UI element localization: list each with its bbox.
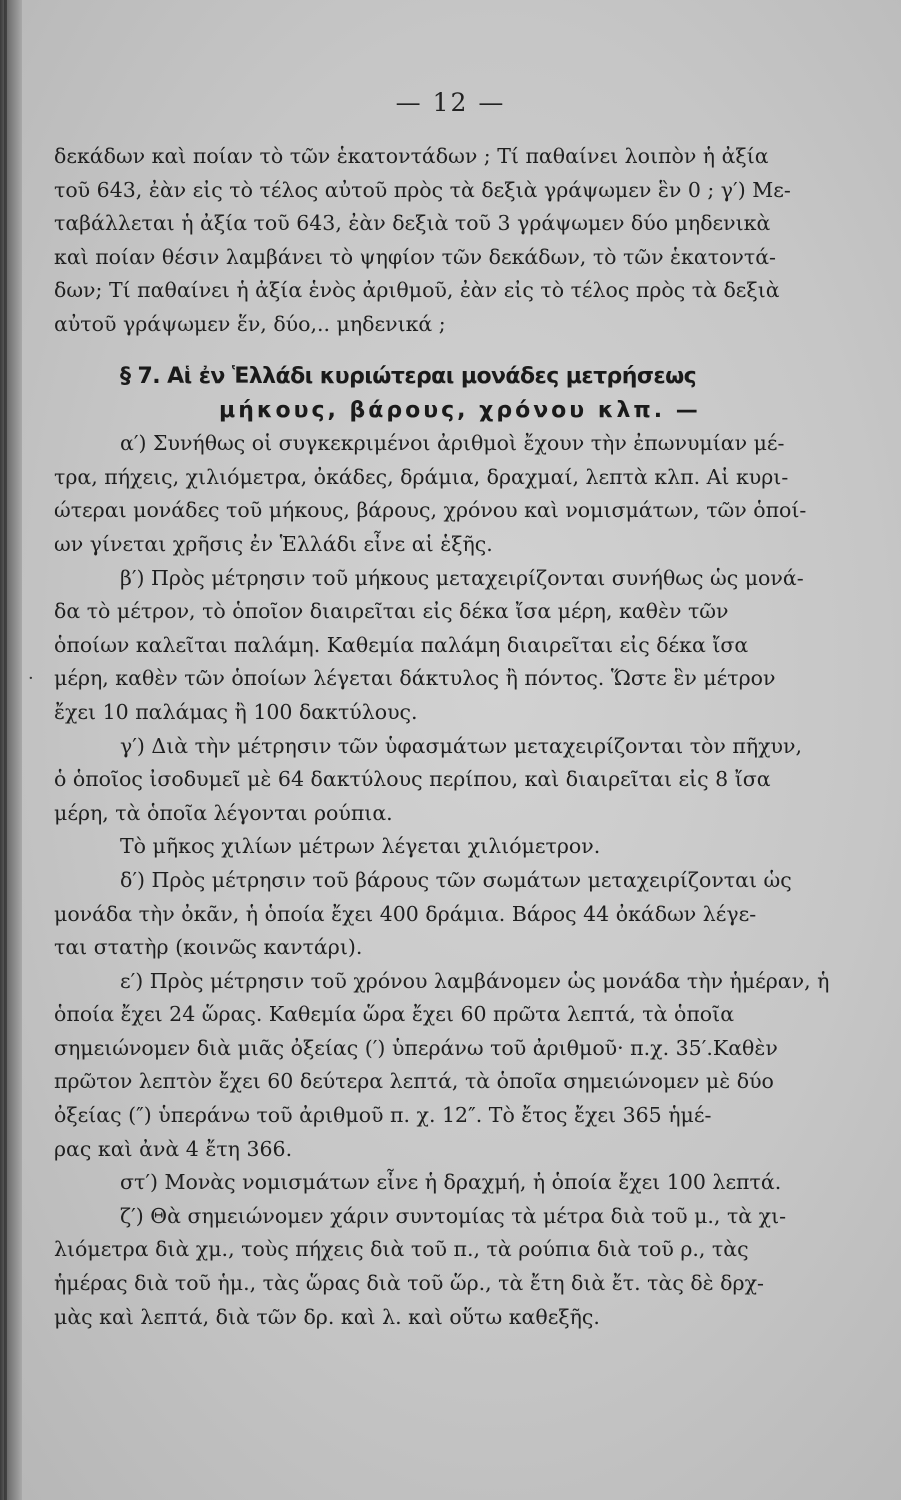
section-title: § 7. Αἱ ἐν Ἑλλάδι κυριώτεραι μονάδες μετρήσεως xyxy=(120,364,697,389)
section-7 xyxy=(54,360,834,1334)
text-line: δ′) Πρὸς μέτρησιν τοῦ βάρους τῶν σωμάτων μεταχειρίζονται ὡς xyxy=(120,867,792,892)
text-line: καὶ ποίαν θέσιν λαμβάνει τὸ ψηφίον τῶν δεκάδων, τὸ τῶν ἑκατοντά- xyxy=(54,244,776,269)
text-line: ται στατὴρ (κοινῶς καντάρι). xyxy=(54,935,363,960)
text-line: γ′) Διὰ τὴν μέτρησιν τῶν ὑφασμάτων μεταχειρίζονται τὸν πῆχυν, xyxy=(120,733,802,758)
text-line: μέρη, τὰ ὁποῖα λέγονται ρούπια. xyxy=(54,800,393,825)
text-line: τρα, πήχεις, χιλιόμετρα, ὀκάδες, δράμια, δραχμαί, λεπτὰ κλπ. Αἱ κυρι- xyxy=(54,464,789,489)
text-line: αὐτοῦ γράψωμεν ἕν, δύο,.. μηδενικά ; xyxy=(54,311,446,336)
section-subtitle: μήκους, βάρους, χρόνου κλπ. — xyxy=(219,397,701,423)
text-line: ε′) Πρὸς μέτρησιν τοῦ χρόνου λαμβάνομεν ὡς μονάδα τὴν ἡμέραν, ἡ xyxy=(120,968,830,993)
intro-paragraph xyxy=(54,140,834,342)
text-line: πρῶτον λεπτὸν ἔχει 60 δεύτερα λεπτά, τὰ ὁποῖα σημειώνομεν μὲ δύο xyxy=(54,1069,774,1094)
text-line: ὀξείας (″) ὑπεράνω τοῦ ἀριθμοῦ π. χ. 12″. Τὸ ἔτος ἔχει 365 ἡμέ- xyxy=(54,1103,712,1128)
text-line: ρας καὶ ἀνὰ 4 ἔτη 366. xyxy=(54,1136,293,1161)
text-line: ώτεραι μονάδες τοῦ μήκους, βάρους, χρόνου καὶ νομισμάτων, τῶν ὁποί- xyxy=(54,498,807,523)
text-line: δα τὸ μέτρον, τὸ ὁποῖον διαιρεῖται εἰς δέκα ἴσα μέρη, καθὲν τῶν xyxy=(54,599,729,624)
text-line: στ′) Μονὰς νομισμάτων εἶνε ἡ δραχμή, ἡ ὁποία ἔχει 100 λεπτά. xyxy=(120,1170,782,1195)
text-line: ἡμέρας διὰ τοῦ ἡμ., τὰς ὥρας διὰ τοῦ ὥρ., τὰ ἔτη διὰ ἔτ. τὰς δὲ δρχ- xyxy=(54,1271,764,1296)
margin-mark: · xyxy=(28,668,34,689)
text-line: ὁποία ἔχει 24 ὥρας. Καθεμία ὥρα ἔχει 60 πρῶτα λεπτά, τὰ ὁποῖα xyxy=(54,1002,735,1027)
text-line: τοῦ 643, ἐὰν εἰς τὸ τέλος αὐτοῦ πρὸς τὰ δεξιὰ γράψωμεν ἓν 0 ; γ′) Με- xyxy=(54,177,791,202)
text-line: ὁ ὁποῖος ἰσοδυμεῖ μὲ 64 δακτύλους περίπου, καὶ διαιρεῖται εἰς 8 ἴσα xyxy=(54,767,771,792)
text-line: δων; Τί παθαίνει ἡ ἀξία ἑνὸς ἀριθμοῦ, ἐὰν εἰς τὸ τέλος πρὸς τὰ δεξιὰ xyxy=(54,278,780,303)
text-line: ἔχει 10 παλάμας ἢ 100 δακτύλους. xyxy=(54,699,418,724)
text-line: λιόμετρα διὰ χμ., τοὺς πήχεις διὰ τοῦ π., τὰ ρούπια διὰ τοῦ ρ., τὰς xyxy=(54,1237,749,1262)
text-line: μονάδα τὴν ὀκᾶν, ἡ ὁποία ἔχει 400 δράμια. Βάρος 44 ὀκάδων λέγε- xyxy=(54,901,757,926)
text-line: σημειώνομεν διὰ μιᾶς ὀξείας (′) ὑπεράνω τοῦ ἀριθμοῦ· π.χ. 35′.Καθὲν xyxy=(54,1035,778,1060)
section-body xyxy=(54,427,834,1334)
text-line: Τὸ μῆκος χιλίων μέτρων λέγεται χιλιόμετρον. xyxy=(120,834,601,859)
page-binding-edge xyxy=(0,0,22,1500)
text-line: μέρη, καθὲν τῶν ὁποίων λέγεται δάκτυλος ἢ πόντος. Ὥστε ἓν μέτρον xyxy=(54,666,776,691)
text-line: α′) Συνήθως οἱ συγκεκριμένοι ἀριθμοὶ ἔχουν τὴν ἐπωνυμίαν μέ- xyxy=(120,431,785,456)
text-line: ὁποίων καλεῖται παλάμη. Καθεμία παλάμη διαιρεῖται εἰς δέκα ἴσα xyxy=(54,632,749,657)
text-line: ζ′) Θὰ σημειώνομεν χάριν συντομίας τὰ μέτρα διὰ τοῦ μ., τὰ χι- xyxy=(120,1203,787,1228)
text-line: ων γίνεται χρῆσις ἐν Ἑλλάδι εἶνε αἱ ἑξῆς. xyxy=(54,531,493,556)
text-line: δεκάδων καὶ ποίαν τὸ τῶν ἑκατοντάδων ; Τί παθαίνει λοιπὸν ἡ ἀξία xyxy=(54,144,769,168)
text-line: μὰς καὶ λεπτά, διὰ τῶν δρ. καὶ λ. καὶ οὕτω καθεξῆς. xyxy=(54,1304,600,1329)
text-line: ταβάλλεται ἡ ἀξία τοῦ 643, ἐὰν δεξιὰ τοῦ 3 γράψωμεν δύο μηδενικὰ xyxy=(54,211,771,236)
page-number: — 12 — xyxy=(395,88,506,117)
text-line: β′) Πρὸς μέτρησιν τοῦ μήκους μεταχειρίζονται συνήθως ὡς μονά- xyxy=(120,565,804,590)
